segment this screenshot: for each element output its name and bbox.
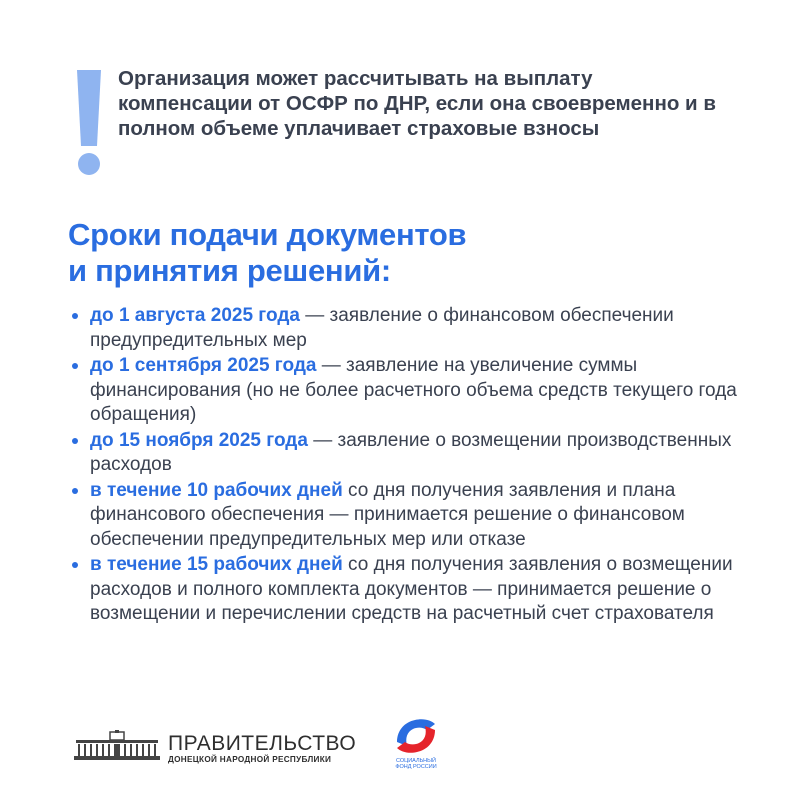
sfr-caption: СОЦИАЛЬНЫЙ ФОНД РОССИИ [395,758,437,770]
government-title: ПРАВИТЕЛЬСТВО [168,732,357,755]
government-subtitle: ДОНЕЦКОЙ НАРОДНОЙ РЕСПУБЛИКИ [168,755,332,764]
deadline-item [70,304,750,353]
deadline-description: со дня получения заявления и плана финансового обеспечения — принимается решение о финансовом обеспечении предупредительных мер или отказе [90,479,685,550]
notice-block [72,66,732,141]
bullet-icon [72,363,78,369]
deadline-period: в течение 10 рабочих дней [90,479,343,501]
deadline-item [70,354,750,428]
deadline-description: со дня получения заявления о возмещении расходов и полного комплекта документов — принимается решение о возмещении и перечислении средств на расчетный счет страхователя [90,554,733,624]
deadline-description: — заявление о финансовом обеспечении предупредительных мер [90,305,674,351]
deadlines-list [70,304,750,628]
bullet-icon [72,313,78,319]
footer-logos [74,716,474,776]
notice-text: Организация может рассчитывать на выплату компенсации от ОСФР по ДНР, если она своевременно и в полном объеме уплачивает страховые взносы [118,67,716,140]
sfr-logo [389,716,443,776]
bullet-icon [72,562,78,568]
deadline-date: до 1 августа 2025 года [90,305,300,326]
bullet-icon [72,438,78,444]
deadline-date: до 15 ноября 2025 года [90,429,308,451]
deadline-item [70,429,750,478]
heading-line-1: Сроки подачи документов [68,217,467,252]
sfr-logo-icon [393,716,439,756]
deadline-item [70,479,750,553]
deadline-description: — заявление на увеличение суммы финансирования (но не более расчетного объема средств текущего года обращения) [90,355,737,425]
bullet-icon [72,488,78,494]
deadline-description: — заявление о возмещении производственных расходов [90,429,732,475]
heading-line-2: и принятия решений: [68,253,391,288]
exclamation-icon [72,68,106,176]
government-building-icon [74,730,160,760]
deadline-date: до 1 сентября 2025 года [90,355,317,376]
deadline-item [70,553,750,627]
section-heading [68,217,728,289]
deadline-period: в течение 15 рабочих дней [90,554,343,575]
government-wordmark [168,733,356,765]
